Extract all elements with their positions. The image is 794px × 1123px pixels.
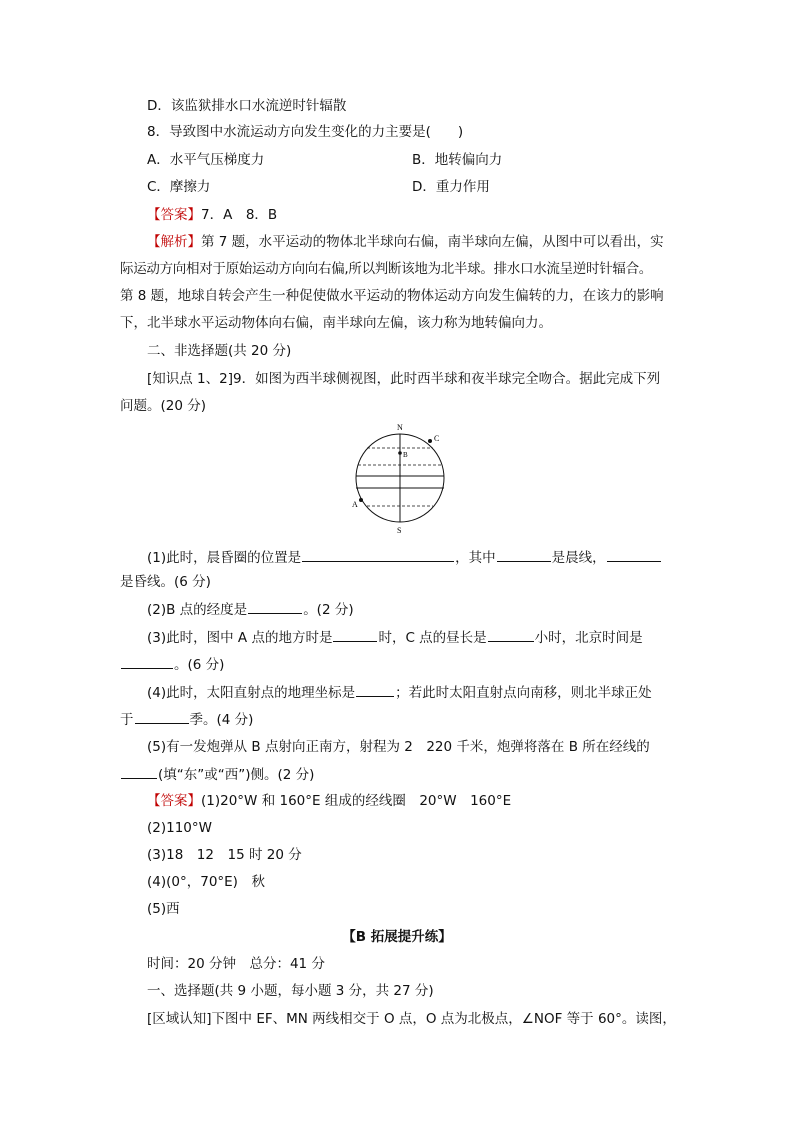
q8-option-b: B．地转偏向力 [412, 152, 503, 168]
answer2-a2: (2)110°W [147, 820, 212, 836]
point-c [428, 439, 432, 443]
q9-part-4-cont [120, 709, 253, 730]
q9-part-1-cont: 是昏线。(6 分) [120, 574, 211, 590]
q7-option-d: D．该监狱排水口水流逆时针辐散 [147, 98, 347, 114]
answer-blank-5[interactable] [121, 764, 157, 779]
q9-p4-text-a: (4)此时，太阳直射点的地理坐标是 [147, 685, 356, 701]
answer-tag: 【答案】 [147, 207, 201, 223]
answer-blank-3a[interactable] [333, 627, 377, 642]
q9-stem-line-2: 问题。(20 分) [120, 398, 207, 414]
answer-blank-1b[interactable] [497, 547, 551, 562]
q9-p3-text-c: 小时，北京时间是 [534, 630, 643, 646]
analysis-line-2: 际运动方向相对于原始运动方向向右偏,所以判断该地为北半球。排水口水流呈逆时针辐合。 [120, 261, 652, 277]
section2-title: 二、非选择题(共 20 分) [147, 343, 292, 359]
hemisphere-svg [350, 420, 450, 540]
answer-text: 7．A 8．B [201, 207, 278, 223]
label-b: B [403, 451, 408, 459]
q8-option-d: D．重力作用 [412, 179, 490, 195]
answer2-line-1 [147, 791, 511, 811]
answer-blank-1a[interactable] [302, 547, 454, 562]
q9-p4-text-c: 于 [120, 712, 134, 728]
q9-p2-text-b: 。(2 分) [303, 602, 354, 618]
answer-line-1 [147, 205, 277, 225]
label-a: A [352, 500, 358, 509]
partb-time: 时间：20 分钟 总分：41 分 [147, 956, 325, 972]
answer-blank-3b[interactable] [488, 627, 534, 642]
q9-part-1 [147, 547, 662, 568]
q9-p2-text-a: (2)B 点的经度是 [147, 602, 248, 618]
q9-p3-text-d: 。(6 分) [174, 657, 225, 673]
q9-p4-text-b: ；若此时太阳直射点向南移，则北半球正处 [395, 685, 652, 701]
answer2-a1: (1)20°W 和 160°E 组成的经线圈 20°W 160°E [201, 793, 512, 809]
answer-blank-3c[interactable] [121, 654, 173, 669]
analysis-tag: 【解析】 [147, 234, 201, 250]
analysis-line-1 [147, 232, 664, 252]
q8-option-a: A．水平气压梯度力 [147, 152, 265, 168]
answer-blank-2[interactable] [248, 599, 302, 614]
q9-p4-text-d: 季。(4 分) [189, 712, 254, 728]
q9-p1-text-a: (1)此时，晨昏圈的位置是 [147, 550, 302, 566]
q9-part-5: (5)有一发炮弹从 B 点射向正南方，射程为 2 220 千米，炮弹将落在 B 所在经线的 [147, 739, 650, 755]
q9-p1-text-b: ，其中 [455, 550, 496, 566]
label-s: S [397, 526, 402, 535]
q8-option-c: C．摩擦力 [147, 179, 211, 195]
answer2-tag: 【答案】 [147, 793, 201, 809]
q9-p3-text-b: 时，C 点的昼长是 [378, 630, 487, 646]
q9-p5-text-b: (填“东”或“西”)侧。(2 分) [158, 767, 315, 783]
answer-blank-4b[interactable] [135, 709, 189, 724]
label-n: N [397, 423, 403, 432]
answer-blank-4a[interactable] [356, 682, 394, 697]
answer2-a3: (3)18 12 15 时 20 分 [147, 847, 302, 863]
q9-p3-text-a: (3)此时，图中 A 点的地方时是 [147, 630, 333, 646]
answer2-a5: (5)西 [147, 901, 180, 917]
analysis-line-3: 第 8 题，地球自转会产生一种促使做水平运动的物体运动方向发生偏转的力，在该力的影响 [120, 288, 664, 304]
analysis-line-4: 下，北半球水平运动物体向右偏，南半球向左偏，该力称为地转偏向力。 [120, 315, 552, 331]
partb-intro: [区域认知]下图中 EF、MN 两线相交于 O 点，O 点为北极点，∠NOF 等于 60°。读图， [147, 1011, 676, 1027]
point-a [359, 498, 363, 502]
q9-p1-text-c: 是晨线， [551, 550, 606, 566]
q9-part-2 [147, 599, 354, 620]
analysis-text-1: 第 7 题，水平运动的物体北半球向右偏，南半球向左偏，从图中可以看出，实 [201, 234, 664, 250]
answer2-a4: (4)(0°，70°E) 秋 [147, 874, 265, 890]
q9-part-3 [147, 627, 643, 648]
hemisphere-diagram [350, 420, 450, 540]
q9-stem-line-1: [知识点 1、2]9．如图为西半球侧视图，此时西半球和夜半球完全吻合。据此完成下列 [147, 371, 661, 387]
q9-part-3-cont [120, 654, 224, 675]
q8-stem: 8．导致图中水流运动方向发生变化的力主要是( ) [147, 124, 464, 140]
partb-section1: 一、选择题(共 9 小题，每小题 3 分，共 27 分) [147, 983, 434, 999]
q9-part-5-cont [120, 764, 314, 785]
answer-blank-1c[interactable] [607, 547, 661, 562]
label-c: C [434, 434, 440, 443]
point-b [398, 451, 402, 455]
q9-part-4 [147, 682, 652, 703]
partb-heading: 【B 拓展提升练】 [342, 929, 452, 945]
